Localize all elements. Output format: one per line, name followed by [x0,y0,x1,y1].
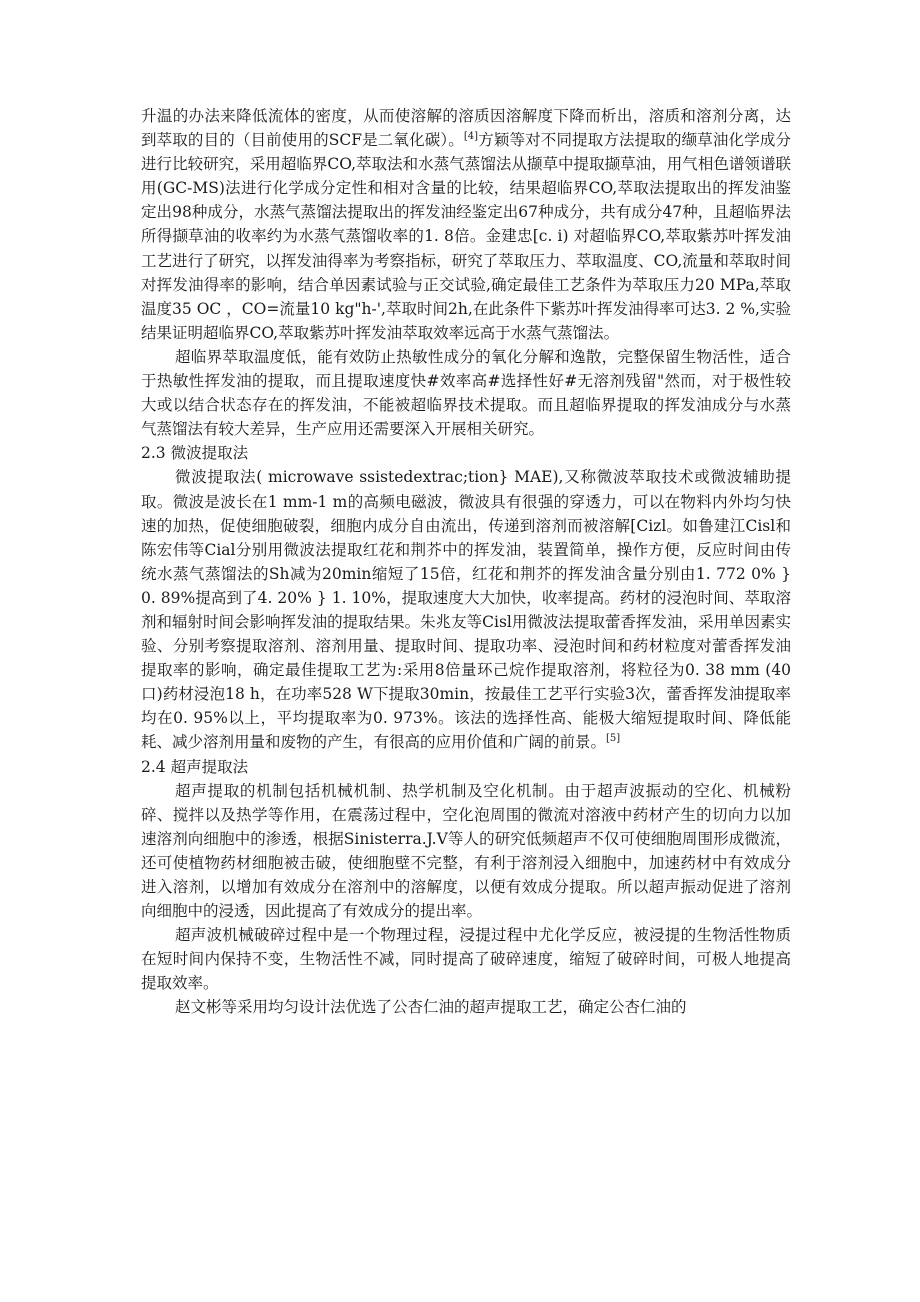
document-page [141,104,791,1020]
section-heading-2-4: 2.4 超声提取法 [141,757,249,776]
citation-ref: [5] [606,733,621,745]
text-run: 微波提取法( microwave ssistedextrac;tion} MAE),又称微波萃取技术或微波辅助提取。微波是波长在1 mm-1 m的高频电磁波，微波具有很强的穿透力，可以在物料内外均匀快速的加热，促使细胞破裂，细胞内成分自由流出，传递到溶剂而被溶解[Cizl。如鲁建江Cisl和陈宏伟等Cial分别用微波法提取红花和荆芥中的挥发油，装置简单，操作方便，反应时间由传统水蒸气蒸馏法的Sh减为20min缩短了15倍，红花和荆芥的挥发油含量分别由1. 772 0% } 0. 89%提高到了4. 20% } 1. 10%，提取速度大大加快，收率提高。药材的浸泡时间、萃取溶剂和辐射时间会影响挥发油的提取结果。朱兆友等Cisl用微波法提取蕾香挥发油，采用单因素实验、分别考察提取溶剂、溶剂用量、提取时间、提取功率、浸泡时间和药材粒度对蕾香挥发油提取率的影响，确定最佳提取工艺为:采用8倍量环己烷作提取溶剂，将粒径为0. 38 mm (40口)药材浸泡18 h，在功率528 W下提取30min，按最佳工艺平行实验3次，蕾香挥发油提取率均在0. 95%以上，平均提取率为0. 973%。该法的选择性高、能极大缩短提取时间、降低能耗、减少溶剂用量和废物的产生，有很高的应用价值和广阔的前景。 [141,468,791,752]
text-run: 升温的办法来降低流体的密度，从而使溶解的溶质因溶解度下降而析出，溶质和溶剂分离，达到萃取的目的（目前使用的SCF是二氧化碳）。 [141,107,791,150]
paragraph-ultrasonic-crushing: 超声波机械破碎过程中是一个物理过程，浸提过程中尤化学反应，被浸提的生物活性物质在短时间内保持不变，生物活性不减，同时提高了破碎速度，缩短了破碎时间，可极人地提高提取效率。 [141,926,791,993]
section-heading-2-3: 2.3 微波提取法 [141,444,249,463]
citation-ref: [4] [463,130,479,142]
paragraph-almond-oil: 赵文彬等采用均匀设计法优选了公杏仁油的超声提取工艺，确定公杏仁油的 [175,998,687,1017]
paragraph-ultrasonic-mechanism: 超声提取的机制包括机械机制、热学机制及空化机制。由于超声波振动的空化、机械粉碎、搅拌以及热学等作用，在震荡过程中，空化泡周围的微流对溶液中药材产生的切向力以加速溶剂向细胞中的渗透，根据Sinisterra.J.V等人的研究低频超声不仅可使细胞周围形成微流，还可使植物药材细胞被击破，使细胞壁不完整，有利于溶剂浸入细胞中，加速药材中有效成分进入溶剂，以增加有效成分在溶剂中的溶解度，以便有效成分提取。所以超声振动促进了溶剂向细胞中的浸透，因此提高了有效成分的提出率。 [141,781,791,921]
paragraph-supercritical-advantages: 超临界萃取温度低，能有效防止热敏性成分的氧化分解和逸散，完整保留生物活性，适合于热敏性挥发油的提取，而且提取速度快#效率高#选择性好#无溶剂残留"然而，对于极性较大或以结合状态存在的挥发油，不能被超临界技术提取。而且超临界提取的挥发油成分与水蒸气蒸馏法有较大差异，生产应用还需要深入开展相关研究。 [141,347,791,439]
paragraph-microwave-extraction [141,465,791,754]
paragraph-supercritical-co2 [141,104,791,345]
text-run: 方颖等对不同提取方法提取的缬草油化学成分进行比较研究，采用超临界CO,萃取法和水蒸气蒸馏法从撷草中提取撷草油，用气相色谱领谱联用(GC-MS)法进行化学成分定性和相对含量的比较，结果超临界CO,萃取法提取出的挥发油鉴定出98种成分，水蒸气蒸馏法提取出的挥发油经鉴定出67种成分，共有成分47种，且超临界法所得撷草油的收率约为水蒸气蒸馏收率的1. 8倍。金建忠[c. i) 对超临界CO,萃取紫苏叶挥发油工艺进行了研究，以挥发油得率为考察指标，研究了萃取压力、萃取温度、CO,流量和萃取时间对挥发油得率的影响，结合单因素试验与正交试验,确定最佳工艺条件为萃取压力20 MPa,萃取温度35 OC ，CO=流量10 kg"h-',萃取时间2h,在此条件下紫苏叶挥发油得率可达3. 2 %,实验结果证明超临界CO,萃取紫苏叶挥发油萃取效率远高于水蒸气蒸馏法。 [141,131,791,342]
